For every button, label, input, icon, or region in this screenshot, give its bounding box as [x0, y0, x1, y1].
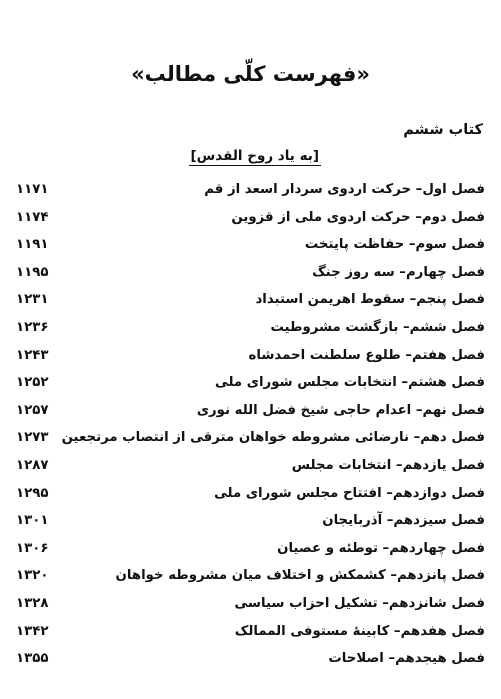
- page-number: ۱۲۸۷: [16, 457, 49, 473]
- page-number: ۱۲۳۱: [16, 292, 49, 308]
- page-number: ۱۳۰۱: [16, 513, 49, 529]
- toc-entry: [16, 452, 485, 480]
- page-number: ۱۳۴۲: [16, 623, 49, 639]
- page-number: ۱۳۰۶: [16, 540, 49, 556]
- dedication-line: [به یاد روح القدس]: [190, 148, 319, 164]
- toc-entry: [16, 618, 485, 646]
- chapter-title: فصل هفتم– طلوع سلطنت احمدشاه: [248, 347, 485, 363]
- chapter-title: فصل چهاردهم– توطئه و عصیان: [277, 540, 485, 556]
- chapter-title: فصل یازدهم– انتخابات مجلس: [291, 457, 485, 473]
- toc-entry: [16, 645, 485, 673]
- toc-entry: [16, 590, 485, 618]
- toc-entry: [16, 286, 485, 314]
- page-number: ۱۲۷۳: [16, 430, 49, 446]
- toc-entry: [16, 535, 485, 563]
- chapter-title: فصل هیجدهم– اصلاحات: [328, 651, 485, 667]
- chapter-title: فصل دهم– نارضائی مشروطه خواهان مترقی از انتصاب مرتجعین: [61, 430, 485, 446]
- chapter-title: فصل سوم– حفاظت پایتخت: [304, 237, 485, 253]
- page-number: ۱۲۵۲: [16, 375, 49, 391]
- chapter-title: فصل نهم– اعدام حاجی شیخ فضل الله نوری: [196, 402, 485, 418]
- toc-entry: [16, 369, 485, 397]
- table-of-contents: [16, 176, 485, 673]
- chapter-title: فصل هشتم– انتخابات مجلس شورای ملی: [215, 375, 485, 391]
- page-number: ۱۲۹۵: [16, 485, 49, 501]
- toc-entry: [16, 176, 485, 204]
- chapter-title: فصل ششم– بازگشت مشروطیت: [270, 319, 485, 335]
- toc-entry: [16, 480, 485, 508]
- toc-entry: [16, 507, 485, 535]
- page-number: ۱۲۵۷: [16, 402, 49, 418]
- page-number: ۱۱۹۵: [16, 264, 49, 280]
- toc-entry: [16, 424, 485, 452]
- toc-entry: [16, 342, 485, 370]
- page-number: ۱۳۵۵: [16, 651, 49, 667]
- toc-entry: [16, 204, 485, 232]
- chapter-title: فصل سیزدهم– آذربایجان: [322, 513, 485, 529]
- chapter-title: فصل اول– حرکت اردوی سردار اسعد از قم: [204, 182, 485, 197]
- toc-entry: [16, 259, 485, 287]
- chapter-title: فصل هفدهم– کابینهٔ مستوفی الممالک: [234, 623, 485, 639]
- toc-entry: [16, 231, 485, 259]
- toc-entry: [16, 562, 485, 590]
- chapter-title: فصل دوم– حرکت اردوی ملی از قزوین: [231, 209, 485, 225]
- page-title: «فهرست کلّی مطالب»: [131, 62, 370, 86]
- toc-entry: [16, 314, 485, 342]
- page-number: ۱۳۲۸: [16, 595, 49, 611]
- book-heading: کتاب ششم: [403, 122, 483, 138]
- page-number: ۱۲۴۳: [16, 347, 49, 363]
- page-number: ۱۲۳۶: [16, 319, 49, 335]
- chapter-title: فصل پانزدهم– کشمکش و اختلاف میان مشروطه خواهان: [115, 568, 485, 584]
- toc-entry: [16, 397, 485, 425]
- page-number: ۱۱۹۱: [16, 237, 49, 253]
- chapter-title: فصل چهارم– سه روز جنگ: [312, 264, 485, 280]
- chapter-title: فصل پنجم– سقوط اهریمن استبداد: [255, 292, 485, 308]
- page-number: ۱۱۷۱: [16, 182, 49, 197]
- chapter-title: فصل شانزدهم– تشکیل احزاب سیاسی: [234, 595, 485, 611]
- chapter-title: فصل دوازدهم– افتتاح مجلس شورای ملی: [214, 485, 485, 501]
- page-number: ۱۱۷۴: [16, 209, 49, 225]
- page-number: ۱۳۲۰: [16, 568, 49, 584]
